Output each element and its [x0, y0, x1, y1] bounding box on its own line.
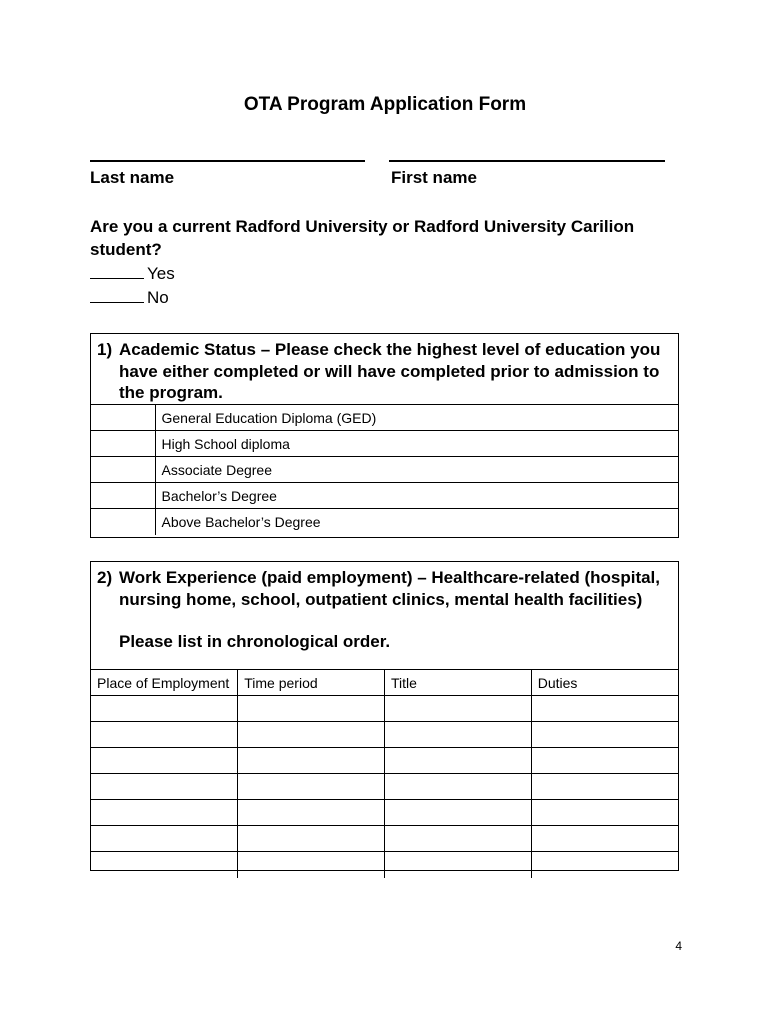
- table-cell[interactable]: [238, 774, 385, 800]
- last-name-label: Last name: [90, 168, 175, 187]
- table-cell[interactable]: [91, 748, 238, 774]
- table-cell[interactable]: [91, 774, 238, 800]
- table-cell[interactable]: [238, 748, 385, 774]
- table-cell[interactable]: [238, 800, 385, 826]
- first-name-field[interactable]: [389, 160, 665, 162]
- section-number: 2): [97, 568, 113, 587]
- section-instruction: Please list in chronological order.: [119, 632, 391, 651]
- table-row: [91, 509, 678, 535]
- table-cell[interactable]: [385, 722, 532, 748]
- column-header: Time period: [238, 670, 385, 696]
- table-cell[interactable]: [238, 826, 385, 852]
- page-title: OTA Program Application Form: [243, 94, 527, 115]
- table-cell[interactable]: [91, 800, 238, 826]
- yes-blank[interactable]: [90, 263, 144, 279]
- section-heading-text: Work Experience (paid employment) – Healthcare-related (hospital, nursing home, school, outpatient clinics, mental health facilities): [119, 568, 661, 609]
- work-experience-table: [91, 669, 678, 878]
- column-header: Duties: [531, 670, 678, 696]
- checkbox-cell[interactable]: [91, 509, 155, 535]
- checkbox-cell[interactable]: [91, 483, 155, 509]
- work-experience-section: [90, 561, 679, 871]
- table-cell[interactable]: [91, 696, 238, 722]
- no-label: No: [147, 288, 169, 307]
- table-cell[interactable]: [91, 826, 238, 852]
- academic-status-heading: [91, 334, 678, 404]
- student-question: Are you a current Radford University or Radford University Carilion student?: [90, 217, 635, 259]
- no-blank[interactable]: [90, 287, 144, 303]
- table-cell[interactable]: [531, 748, 678, 774]
- education-level: Associate Degree: [155, 457, 678, 483]
- page-number: 4: [675, 939, 682, 953]
- section-heading-text: Academic Status – Please check the highest level of education you have either completed or will have completed prior to admission to the program.: [119, 340, 661, 402]
- table-cell[interactable]: [531, 696, 678, 722]
- section-heading-block: [119, 567, 672, 669]
- last-name-field[interactable]: [90, 160, 365, 162]
- option-no[interactable]: [90, 286, 169, 310]
- first-name-label: First name: [391, 168, 477, 187]
- table-row: [91, 852, 678, 878]
- table-cell[interactable]: [531, 800, 678, 826]
- table-cell[interactable]: [238, 696, 385, 722]
- checkbox-cell[interactable]: [91, 405, 155, 431]
- table-row: [91, 431, 678, 457]
- table-row: [91, 800, 678, 826]
- table-cell[interactable]: [385, 774, 532, 800]
- table-row: [91, 774, 678, 800]
- work-experience-heading: [91, 562, 678, 669]
- table-cell[interactable]: [531, 826, 678, 852]
- table-cell[interactable]: [238, 852, 385, 878]
- column-header: Place of Employment: [91, 670, 238, 696]
- table-cell[interactable]: [385, 748, 532, 774]
- table-cell[interactable]: [531, 774, 678, 800]
- column-header: Title: [385, 670, 532, 696]
- table-header-row: [91, 670, 678, 696]
- table-row: [91, 826, 678, 852]
- table-cell[interactable]: [385, 800, 532, 826]
- table-row: [91, 748, 678, 774]
- option-yes[interactable]: [90, 262, 175, 286]
- table-cell[interactable]: [91, 722, 238, 748]
- education-level: Bachelor’s Degree: [155, 483, 678, 509]
- education-level: General Education Diploma (GED): [155, 405, 678, 431]
- table-row: [91, 722, 678, 748]
- table-row: [91, 457, 678, 483]
- table-cell[interactable]: [91, 852, 238, 878]
- yes-label: Yes: [147, 264, 175, 283]
- academic-status-table: [91, 404, 678, 535]
- table-cell[interactable]: [385, 696, 532, 722]
- table-cell[interactable]: [531, 722, 678, 748]
- education-level: Above Bachelor’s Degree: [155, 509, 678, 535]
- table-row: [91, 696, 678, 722]
- table-cell[interactable]: [531, 852, 678, 878]
- table-cell[interactable]: [385, 826, 532, 852]
- checkbox-cell[interactable]: [91, 457, 155, 483]
- education-level: High School diploma: [155, 431, 678, 457]
- table-cell[interactable]: [385, 852, 532, 878]
- section-number: 1): [97, 340, 113, 359]
- table-row: [91, 405, 678, 431]
- checkbox-cell[interactable]: [91, 431, 155, 457]
- academic-status-section: [90, 333, 679, 538]
- table-cell[interactable]: [238, 722, 385, 748]
- table-row: [91, 483, 678, 509]
